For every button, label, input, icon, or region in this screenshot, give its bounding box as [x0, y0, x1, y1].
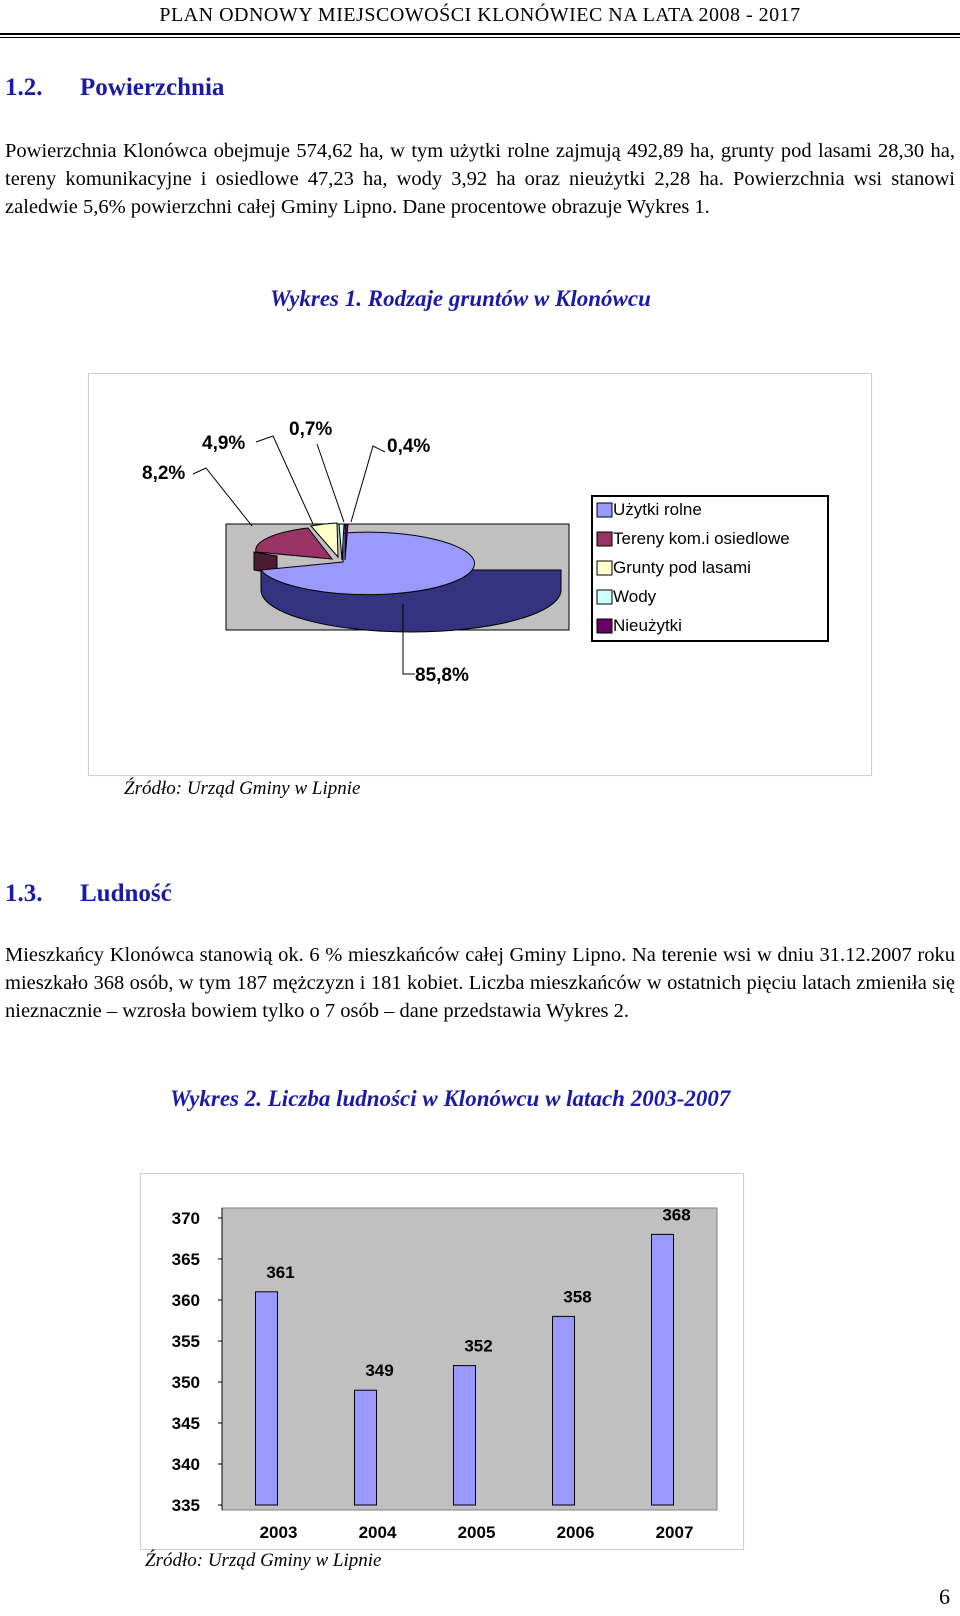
legend-label-uzytki: Użytki rolne	[613, 500, 702, 519]
legend-label-grunty: Grunty pod lasami	[613, 558, 751, 577]
page-number: 6	[939, 1584, 950, 1609]
legend-swatch-nieuzytki	[597, 619, 612, 633]
section-heading-ludnosc	[5, 880, 172, 908]
chart-caption-2: Wykres 2. Liczba ludności w Klonówcu w latach 2003-2007	[170, 1086, 731, 1111]
pie-label-nieuzytki: 0,4%	[387, 436, 431, 457]
section-title: Powierzchnia	[80, 74, 225, 101]
section-title: Ludność	[80, 880, 172, 907]
x-tick-label: 2007	[655, 1523, 694, 1542]
y-tick-label: 350	[171, 1373, 200, 1392]
bar-2007	[652, 1234, 674, 1505]
pie-label-tereny: 8,2%	[142, 463, 186, 484]
section-number: 1.3.	[5, 880, 43, 907]
header-rule	[0, 33, 960, 35]
source-note-1: Źródło: Urząd Gminy w Lipnie	[124, 778, 361, 799]
pie-label-grunty: 4,9%	[202, 433, 246, 454]
legend-swatch-grunty	[597, 561, 612, 575]
pie-label-uzytki: 85,8%	[415, 665, 469, 686]
y-tick-label: 340	[171, 1455, 200, 1474]
y-tick-label: 335	[171, 1496, 200, 1515]
paragraph-powierzchnia: Powierzchnia Klonówca obejmuje 574,62 ha, w tym użytki rolne zajmują 492,89 ha, grunty pod lasami 28,30 ha, tereny komunikacyjne i osiedlowe 47,23 ha, wody 3,92 ha oraz nieużytki 2,28 ha. Powierzchnia wsi stanowi zaledwie 5,6% powierzchni całej Gminy Lipno. Dane procentowe obrazuje Wykres 1.	[5, 140, 955, 218]
pie-label-wody: 0,7%	[289, 419, 333, 440]
bar-2006	[553, 1316, 575, 1505]
bar-value-label: 349	[365, 1361, 394, 1381]
y-tick-label: 360	[171, 1291, 200, 1310]
leader-line-grunty	[256, 436, 313, 524]
bar-2005	[454, 1366, 476, 1505]
y-tick-label: 370	[171, 1209, 200, 1228]
pie-legend	[592, 496, 828, 641]
bar-value-label: 358	[563, 1287, 592, 1307]
leader-line-nieuzytki	[351, 446, 385, 522]
pie-chart-area	[88, 373, 872, 776]
legend-label-wody: Wody	[613, 587, 657, 606]
bar-2004	[355, 1390, 377, 1505]
bar-value-label: 361	[266, 1262, 295, 1282]
legend-swatch-wody	[597, 590, 612, 604]
y-tick-label: 345	[171, 1414, 200, 1433]
legend-swatch-tereny	[597, 532, 612, 546]
y-tick-label: 365	[171, 1250, 200, 1269]
section-heading-powierzchnia	[5, 74, 224, 102]
legend-label-tereny: Tereny kom.i osiedlowe	[613, 529, 790, 548]
page-header	[0, 0, 960, 36]
x-tick-label: 2004	[358, 1523, 397, 1542]
x-tick-label: 2006	[556, 1523, 595, 1542]
pie-chart	[89, 374, 871, 775]
bar-value-label: 352	[464, 1336, 493, 1356]
bar-value-label: 368	[662, 1205, 691, 1225]
x-tick-label: 2003	[259, 1523, 298, 1542]
section-number: 1.2.	[5, 74, 43, 101]
chart-caption-1: Wykres 1. Rodzaje gruntów w Klonówcu	[270, 286, 651, 311]
header-title: PLAN ODNOWY MIEJSCOWOŚCI KLONÓWIEC NA LATA 2008 - 2017	[159, 4, 801, 26]
x-tick-label: 2005	[457, 1523, 496, 1542]
bar-chart	[141, 1174, 743, 1549]
source-note-2: Źródło: Urząd Gminy w Lipnie	[145, 1550, 382, 1571]
legend-swatch-uzytki	[597, 503, 612, 517]
y-tick-label: 355	[171, 1332, 200, 1351]
paragraph-ludnosc: Mieszkańcy Klonówca stanowią ok. 6 % mieszkańców całej Gminy Lipno. Na terenie wsi w dniu 31.12.2007 roku mieszkało 368 osób, w tym 187 mężczyzn i 181 kobiet. Liczba mieszkańców w ostatnich pięciu latach zmieniła się nieznacznie – wzrosła bowiem tylko o 7 osób – dane przedstawia Wykres 2.	[5, 944, 955, 1022]
leader-line-wody	[317, 444, 344, 522]
header-rule-thin	[0, 37, 960, 38]
legend-label-nieuzytki: Nieużytki	[613, 616, 682, 635]
leader-line-tereny	[193, 468, 252, 526]
bar-chart-area	[140, 1173, 744, 1550]
bar-2003	[256, 1292, 278, 1505]
